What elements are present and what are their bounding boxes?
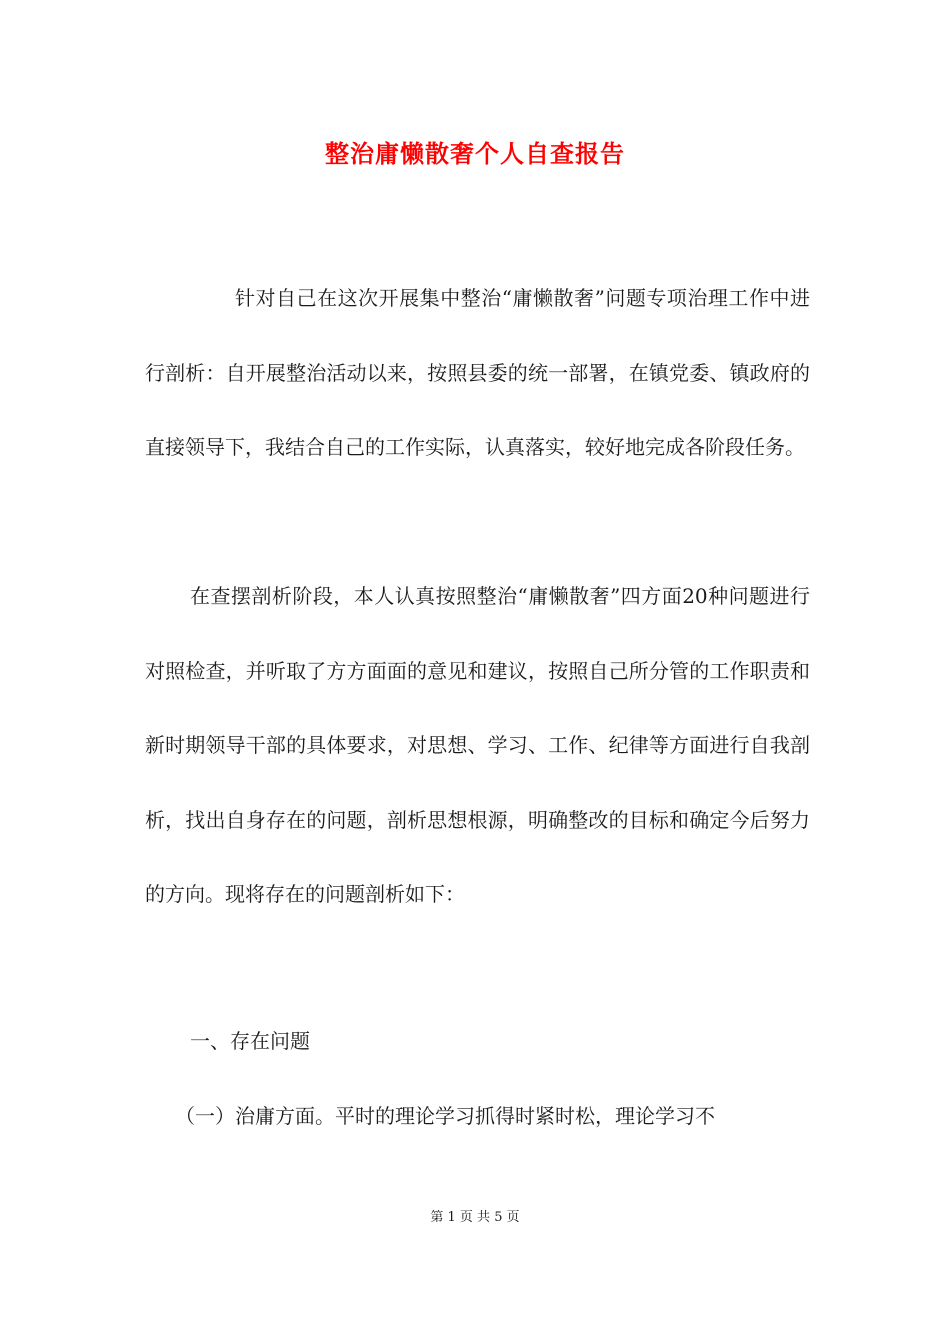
body-paragraph-subsection-1: （一）治庸方面。平时的理论学习抓得时紧时松，理论学习不 — [175, 1104, 715, 1128]
body-paragraph-intro: 针对自己在这次开展集中整治“庸懒散奢”问题专项治理工作中进行剖析：自开展整治活动以来，按照县委的统一部署，在镇党委、镇政府的直接领导下，我结合自己的工作实际，认真落实，较好地完成各阶段任务。 — [145, 286, 810, 459]
page-number-footer: 第 1 页 共 5 页 — [430, 1210, 520, 1225]
section-heading-problems: 一、存在问题 — [190, 1029, 310, 1053]
document-title: 整治庸懒散奢个人自查报告 — [325, 139, 625, 168]
body-paragraph-analysis: 在查摆剖析阶段，本人认真按照整治“庸懒散奢”四方面20种问题进行对照检查，并听取了方方面面的意见和建议，按照自己所分管的工作职责和新时期领导干部的具体要求，对思想、学习、工作、纪律等方面进行自我剖析，找出自身存在的问题，剖析思想根源，明确整改的目标和确定今后努力的方向。现将存在的问题剖析如下： — [145, 584, 810, 906]
